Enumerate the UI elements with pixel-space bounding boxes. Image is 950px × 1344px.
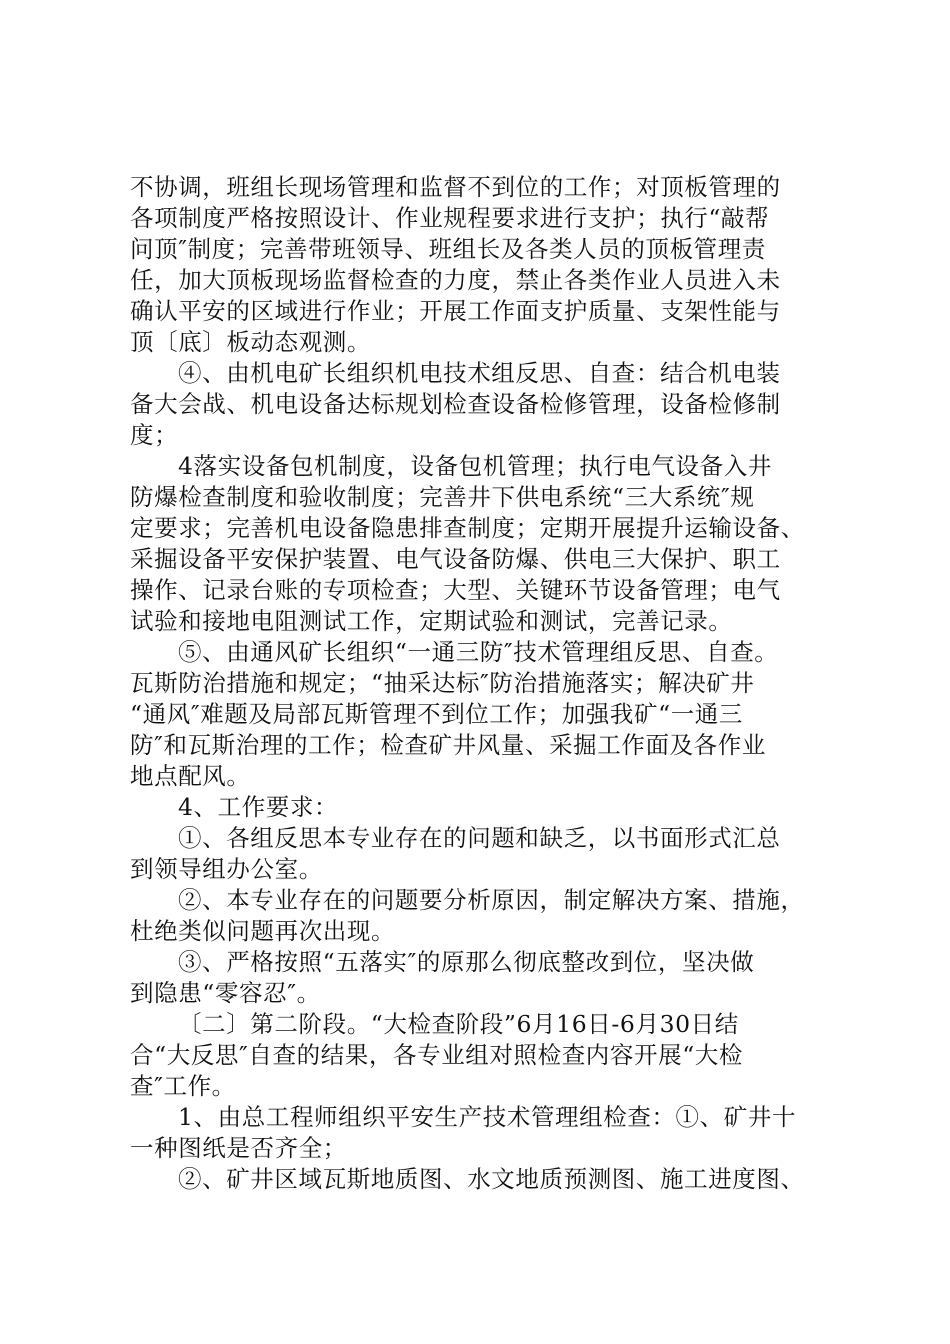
text-line: 度； [130,421,179,449]
text-line: ④、由机电矿长组织机电技术组反思、自查：结合机电装 [178,359,781,387]
text-line: 4、工作要求： [178,793,339,821]
text-line: 定要求；完善机电设备隐患排查制度；定期开展提升运输设备、 [130,514,805,542]
text-line: “通风″难题及局部瓦斯管理不到位工作；加强我矿“一通三 [130,700,744,728]
text-line: 不协调，班组长现场管理和监督不到位的工作；对顶板管理的 [130,173,781,201]
text-line: 查″工作。 [130,1072,236,1100]
text-line: 问顶″制度；完善带班领导、班组长及各类人员的顶板管理责 [130,235,766,263]
text-line: 到领导组办公室。 [130,855,323,883]
text-line: 杜绝类似问题再次出现。 [130,917,396,945]
text-line: 任，加大顶板现场监督检查的力度，禁止各类作业人员进入未 [130,266,781,294]
text-line: 4落实设备包机制度，设备包机管理；执行电气设备入井 [178,452,772,480]
text-line: ②、矿井区域瓦斯地质图、水文地质预测图、施工进度图、 [178,1165,805,1193]
text-line: 防″和瓦斯治理的工作；检查矿井风量、采掘工作面及各作业 [130,731,766,759]
text-line: 到隐患“零容忍″。 [130,979,321,1007]
text-line: 1、由总工程师组织平安生产技术管理组检查：①、矿井十 [178,1103,797,1131]
text-line: 备大会战、机电设备达标规划检查设备检修管理，设备检修制 [130,390,781,418]
text-line: ②、本专业存在的问题要分析原因，制定解决方案、措施， [178,886,805,914]
text-line: 操作、记录台账的专项检查；大型、关键环节设备管理；电气 [130,576,781,604]
text-line: ①、各组反思本专业存在的问题和缺乏，以书面形式汇总 [178,824,781,852]
text-line: 顶〔底〕板动态观测。 [130,328,371,356]
text-line: 一种图纸是否齐全； [130,1134,347,1162]
text-line: 各项制度严格按照设计、作业规程要求进行支护；执行“敲帮 [130,204,770,232]
text-line: 〔二〕第二阶段。“大检查阶段”6月16日-6月30日结 [178,1010,739,1038]
text-line: ③、严格按照“五落实″的原那么彻底整改到位，坚决做 [178,948,755,976]
text-line: 瓦斯防治措施和规定；“抽采达标″防治措施落实；解决矿井 [130,669,755,697]
text-line: ⑤、由通风矿长组织“一通三防″技术管理组反思、自查。 [178,638,779,666]
text-line: 防爆检查制度和验收制度；完善井下供电系统“三大系统″规 [130,483,755,511]
text-line: 地点配风。 [130,762,251,790]
text-line: 确认平安的区域进行作业；开展工作面支护质量、支架性能与 [130,297,781,325]
text-line: 采掘设备平安保护装置、电气设备防爆、供电三大保护、职工 [130,545,781,573]
text-line: 合“大反思″自查的结果，各专业组对照检查内容开展“大检 [130,1041,744,1069]
text-line: 试验和接地电阻测试工作，定期试验和测试，完善记录。 [130,607,733,635]
